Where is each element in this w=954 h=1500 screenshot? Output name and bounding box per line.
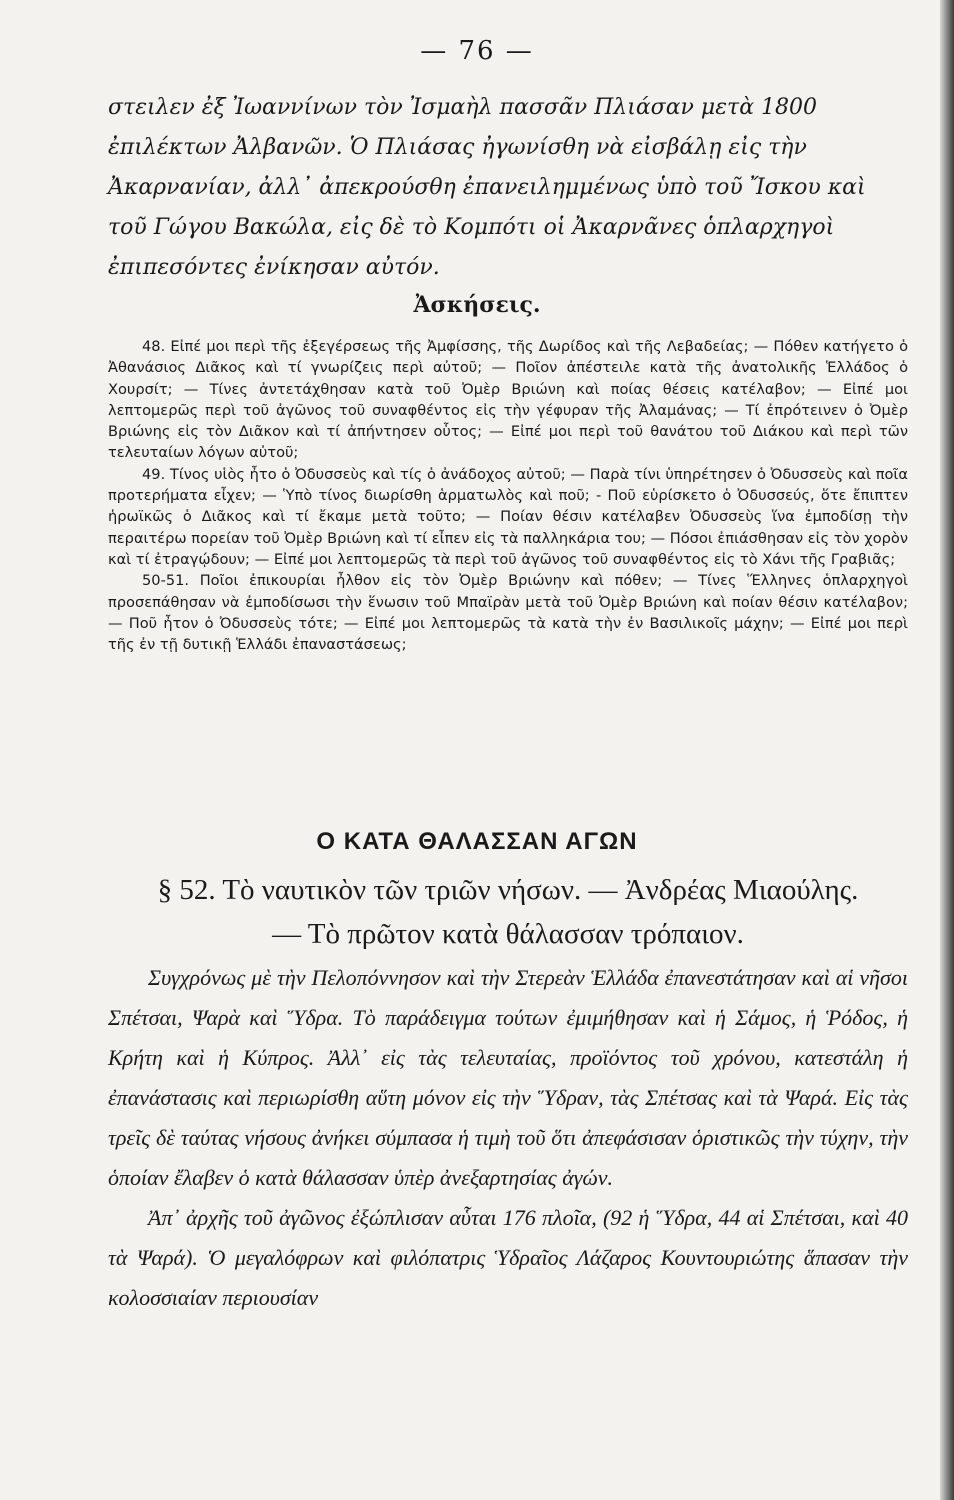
section-title: Ο ΚΑΤΑ ΘΑΛΑΣΣΑΝ ΑΓΩΝ bbox=[316, 828, 638, 855]
body-paragraph-2: Ἀπ᾿ ἀρχῆς τοῦ ἀγῶνος ἐξώπλισαν αὗται 176 πλοῖα, (92 ἡ Ὕδρα, 44 αἱ Σπέτσαι, καὶ 40 τὰ Ψαρά). Ὁ μεγαλόφρων καὶ φιλόπατρις Ὑδραῖος Λάζαρος Κουντουριώτης ἅπασαν τὴν κολοσσιαίαν περιουσίαν bbox=[108, 1205, 908, 1310]
page-edge-shadow bbox=[940, 0, 954, 1500]
section-body bbox=[108, 958, 908, 1318]
body-paragraph-1: Συγχρόνως μὲ τὴν Πελοπόννησον καὶ τὴν Στερεὰν Ἑλλάδα ἐπανεστάτησαν καὶ αἱ νῆσοι Σπέτσαι, Ψαρὰ καὶ Ὕδρα. Τὸ παράδειγμα τούτων ἐμιμήθησαν καὶ ἡ Σάμος, ἡ Ῥόδος, ἡ Κρήτη καὶ ἡ Κύπρος. Ἀλλ᾿ εἰς τὰς τελευταίας, προϊόντος τοῦ χρόνου, κατεστάλη ἡ ἐπανάστασις καὶ περιωρίσθη αὕτη μόνον εἰς τὴν Ὕδραν, τὰς Σπέτσας καὶ τὰ Ψαρά. Εἰς τὰς τρεῖς δὲ ταύτας νήσους ἀνήκει σύμπασα ἡ τιμὴ τοῦ ὅτι ἀπεφάσισαν ὁριστικῶς τὴν τύχην, τὴν ὁποίαν ἔλαβεν ὁ κατὰ θάλασσαν ὑπὲρ ἀνεξαρτησίας ἀγών. bbox=[108, 965, 908, 1190]
page-number: — 76 — bbox=[420, 36, 534, 66]
section-heading-line-1: § 52. Τὸ ναυτικὸν τῶν τριῶν νήσων. — Ἀνδρέας Μιαούλης. bbox=[157, 874, 859, 906]
section-heading bbox=[108, 868, 908, 956]
section-heading-line-2: — Τὸ πρῶτον κατὰ θάλασσαν τρόπαιον. bbox=[272, 918, 744, 950]
exercise-48: 48. Εἰπέ μοι περὶ τῆς ἐξεγέρσεως τῆς Ἀμφίσσης, τῆς Δωρίδος καὶ τῆς Λεβαδείας; — Πόθεν κατήγετο ὁ Ἀθανάσιος Διᾶκος καὶ τί γνωρίζεις περὶ αὐτοῦ; — Ποῖον ἀπέστειλε κατὰ τῆς ἀνατολικῆς Ἑλλάδος ὁ Χουρσίτ; — Τίνες ἀντετάχθησαν κατὰ τοῦ Ὀμὲρ Βριώνη καὶ ποίας θέσεις κατέλαβον; — Εἰπέ μοι λεπτομερῶς περὶ τοῦ ἀγῶνος τοῦ συναφθέντος εἰς τὴν γέφυραν τῆς Ἀλαμάνας; — Τί ἐπρότεινεν ὁ Ὀμὲρ Βριώνης εἰς τὸν Διᾶκον καὶ τί ἀπήντησεν οὗτος; — Εἰπέ μοι περὶ τοῦ θανάτου τοῦ Διάκου καὶ περὶ τῶν τελευταίων λόγων αὐτοῦ; bbox=[108, 338, 908, 462]
exercises-heading: Ἀσκήσεις. bbox=[413, 292, 541, 318]
intro-paragraph: στειλεν ἐξ Ἰωαννίνων τὸν Ἰσμαὴλ πασσᾶν Πλιάσαν μετὰ 1800 ἐπιλέκτων Ἀλβανῶν. Ὁ Πλιάσας ἠγωνίσθη νὰ εἰσβάλῃ εἰς τὴν Ἀκαρνανίαν, ἀλλ᾿ ἀπεκρούσθη ἐπανειλημμένως ὑπὸ τοῦ Ἴσκου καὶ τοῦ Γώγου Βακώλα, εἰς δὲ τὸ Κομπότι οἱ Ἀκαρνᾶνες ὁπλαρχηγοὶ ἐπιπεσόντες ἐνίκησαν αὐτόν. bbox=[108, 95, 866, 280]
exercises-block bbox=[108, 336, 908, 655]
exercise-49: 49. Τίνος υἱὸς ἦτο ὁ Ὀδυσσεὺς καὶ τίς ὁ ἀνάδοχος αὐτοῦ; — Παρὰ τίνι ὑπηρέτησεν ὁ Ὀδυσσεὺς καὶ ποῖα προτερήματα εἶχεν; — Ὑπὸ τίνος διωρίσθη ἁρματωλὸς καὶ ποῦ; - Ποῦ εὑρίσκετο ὁ Ὀδυσσεύς, ὅτε ἔπιπτεν ἡρωϊκῶς ὁ Διᾶκος καὶ τί ἔκαμε μετὰ τοῦτο; — Ποίαν θέσιν κατέλαβεν Ὀδυσσεὺς ἵνα ἐμποδίσῃ τὴν περαιτέρω πορείαν τοῦ Ὀμὲρ Βριώνη καὶ τί εἶπεν εἰς τὰ παλληκάρια του; — Πόσοι ἐπιάσθησαν εἰς τὸν χορὸν καὶ τί ἐτραγῴδουν; — Εἰπέ μοι λεπτομερῶς τὰ περὶ τοῦ ἀγῶνος τοῦ συναφθέντος εἰς τὸ Χάνι τῆς Γραβιᾶς; bbox=[108, 465, 908, 568]
exercise-50-51: 50-51. Ποῖοι ἐπικουρίαι ἦλθον εἰς τὸν Ὀμὲρ Βριώνην καὶ πόθεν; — Τίνες Ἕλληνες ὁπλαρχηγοὶ προσεπάθησαν νὰ ἐμποδίσωσι τὴν ἕνωσιν τοῦ Μπαϊρὰν μετὰ τοῦ Ὀμὲρ Βριώνη καὶ ποίαν θέσιν κατέλαβον; — Ποῦ ἦτον ὁ Ὀδυσσεὺς τότε; — Εἰπέ μοι λεπτομερῶς τὰ κατὰ τὴν ἐν Βασιλικοῖς μάχην; — Εἰπέ μοι περὶ τῆς ἐν τῇ δυτικῇ Ἑλλάδι ἐπαναστάσεως; bbox=[108, 572, 908, 654]
